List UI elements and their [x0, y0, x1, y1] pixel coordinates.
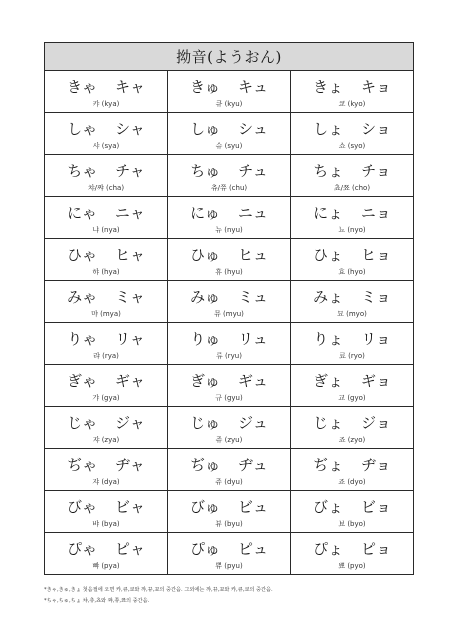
katakana: キャ: [115, 77, 146, 96]
syllable-cell: [168, 113, 291, 155]
kana-pair: [45, 539, 167, 561]
pronunciation: 햐 (hya): [92, 267, 120, 276]
pronunciation: 챠/쨔 (cha): [87, 183, 125, 192]
hiragana: しゅ: [190, 119, 221, 138]
syllable-cell: [291, 71, 414, 113]
syllable-cell: [45, 281, 168, 323]
hiragana: ぴゅ: [189, 539, 220, 558]
hiragana: りゅ: [190, 329, 221, 348]
kana-pair: [168, 413, 290, 435]
pronunciation: 쵸/쬬 (cho): [333, 183, 371, 192]
katakana: ビャ: [115, 497, 146, 516]
syllable-cell: [45, 491, 168, 533]
pronunciation: 슈 (syu): [215, 141, 243, 150]
katakana: ニャ: [114, 203, 145, 222]
table-row: [45, 197, 414, 239]
pronunciation: 냐 (nya): [92, 225, 120, 234]
hiragana: ぢゅ: [190, 455, 221, 474]
syllable-cell: [45, 533, 168, 575]
katakana: ビュ: [238, 497, 269, 516]
hiragana: びゃ: [66, 497, 97, 516]
kana-pair: [291, 371, 413, 393]
chart-body: [45, 71, 414, 575]
syllable-cell: [168, 533, 291, 575]
kana-pair: [291, 329, 413, 351]
pronunciation: 죠 (zyo): [338, 435, 366, 444]
pronunciation: 뉴 (nyu): [215, 225, 243, 234]
pronunciation: 쟈 (zya): [92, 435, 120, 444]
katakana: キュ: [238, 77, 269, 96]
katakana: ジョ: [361, 413, 391, 432]
syllable-cell: [168, 239, 291, 281]
syllable-cell: [168, 71, 291, 113]
kana-pair: [45, 161, 167, 183]
footnote-line: *きゃ,きゅ,きょ 첫음절에 오면 캬,큐,쿄와 꺄,뀨,꾜의 중간음. 그외에는 꺄,뀨,꾜와 캬,큐,쿄의 중간음.: [44, 587, 273, 593]
syllable-cell: [45, 197, 168, 239]
pronunciation: 휴 (hyu): [215, 267, 243, 276]
katakana: ピュ: [238, 539, 269, 558]
katakana: チャ: [115, 161, 145, 180]
syllable-cell: [45, 365, 168, 407]
syllable-cell: [168, 449, 291, 491]
katakana: リャ: [115, 329, 145, 348]
kana-pair: [291, 539, 413, 561]
pronunciation: 쀼 (pyu): [215, 561, 243, 570]
table-row: [45, 239, 414, 281]
pronunciation: 교 (gyo): [338, 393, 366, 402]
kana-pair: [291, 77, 413, 99]
syllable-cell: [168, 365, 291, 407]
kana-pair: [168, 539, 290, 561]
kana-pair: [291, 203, 413, 225]
pronunciation: 뷰 (byu): [215, 519, 243, 528]
pronunciation: 류 (ryu): [216, 351, 242, 360]
pronunciation: 뵤 (byo): [338, 519, 366, 528]
syllable-cell: [291, 449, 414, 491]
katakana: ミャ: [115, 287, 145, 306]
katakana: ピャ: [115, 539, 146, 558]
table-row: [45, 533, 414, 575]
syllable-cell: [45, 323, 168, 365]
katakana: チョ: [361, 161, 391, 180]
table-row: [45, 407, 414, 449]
hiragana: きゃ: [66, 77, 97, 96]
pronunciation: 캬 (kya): [92, 99, 120, 108]
katakana: ヂャ: [115, 455, 145, 474]
kana-pair: [45, 119, 167, 141]
katakana: キョ: [361, 77, 392, 96]
syllable-cell: [291, 281, 414, 323]
kana-pair: [168, 455, 290, 477]
syllable-cell: [45, 407, 168, 449]
katakana: ヂョ: [361, 455, 391, 474]
kana-pair: [45, 203, 167, 225]
pronunciation: 쟈 (dya): [92, 477, 120, 486]
hiragana: ぢょ: [313, 455, 344, 474]
pronunciation: 뇨 (nyo): [338, 225, 366, 234]
hiragana: みゅ: [190, 287, 221, 306]
pronunciation: 쇼 (syo): [338, 141, 366, 150]
kana-pair: [168, 329, 290, 351]
pronunciation: 랴 (rya): [93, 351, 119, 360]
pronunciation: 뮤 (myu): [214, 309, 244, 318]
katakana: ギャ: [115, 371, 146, 390]
kana-pair: [291, 245, 413, 267]
footnotes: [44, 585, 416, 607]
katakana: ギョ: [361, 371, 392, 390]
pronunciation: 묘 (myo): [337, 309, 367, 318]
table-row: [45, 491, 414, 533]
pronunciation: 규 (gyu): [215, 393, 243, 402]
hiragana: りゃ: [67, 329, 98, 348]
kana-pair: [168, 245, 290, 267]
syllable-cell: [291, 533, 414, 575]
kana-pair: [291, 413, 413, 435]
table-row: [45, 365, 414, 407]
hiragana: にゅ: [190, 203, 220, 222]
kana-pair: [291, 455, 413, 477]
hiragana: じゃ: [67, 413, 98, 432]
hiragana: ぎゅ: [189, 371, 220, 390]
table-row: [45, 323, 414, 365]
pronunciation: 효 (hyo): [338, 267, 366, 276]
syllable-cell: [168, 323, 291, 365]
pronunciation: 큐 (kyu): [215, 99, 243, 108]
katakana: ギュ: [238, 371, 269, 390]
syllable-cell: [291, 113, 414, 155]
kana-pair: [45, 77, 167, 99]
syllable-cell: [168, 197, 291, 239]
chart-title: 拗音(ようおん): [45, 43, 414, 71]
hiragana: ひょ: [312, 245, 343, 264]
table-row: [45, 449, 414, 491]
hiragana: にゃ: [67, 203, 97, 222]
footnote-line: *ちゃ,ちゅ,ちょ 챠,츄,쵸와 쨔,쮸,쬬의 중간음.: [44, 598, 150, 604]
hiragana: びょ: [312, 497, 343, 516]
hiragana: ぴょ: [312, 539, 343, 558]
kana-pair: [168, 287, 290, 309]
syllable-cell: [45, 113, 168, 155]
hiragana: ぎょ: [312, 371, 343, 390]
hiragana: ちょ: [313, 161, 344, 180]
kana-pair: [291, 161, 413, 183]
syllable-cell: [45, 155, 168, 197]
katakana: リュ: [238, 329, 268, 348]
syllable-cell: [291, 365, 414, 407]
hiragana: しゃ: [67, 119, 98, 138]
katakana: ショ: [361, 119, 391, 138]
pronunciation: 뺘 (pya): [92, 561, 120, 570]
pronunciation: 료 (ryo): [339, 351, 365, 360]
hiragana: じょ: [313, 413, 344, 432]
syllable-cell: [168, 407, 291, 449]
hiragana: しょ: [313, 119, 344, 138]
kana-pair: [45, 371, 167, 393]
kana-pair: [291, 287, 413, 309]
kana-pair: [45, 497, 167, 519]
kana-pair: [291, 119, 413, 141]
kana-pair: [45, 287, 167, 309]
hiragana: ぢゃ: [67, 455, 98, 474]
syllable-cell: [291, 407, 414, 449]
pronunciation: 쥬 (zyu): [215, 435, 243, 444]
syllable-cell: [45, 449, 168, 491]
table-row: [45, 281, 414, 323]
katakana: ジュ: [238, 413, 268, 432]
syllable-cell: [168, 491, 291, 533]
pronunciation: 뾰 (pyo): [338, 561, 366, 570]
hiragana: ぴゃ: [66, 539, 97, 558]
syllable-cell: [291, 197, 414, 239]
katakana: ヒャ: [115, 245, 146, 264]
kana-pair: [168, 77, 290, 99]
pronunciation: 뱌 (bya): [92, 519, 120, 528]
katakana: ヒョ: [361, 245, 392, 264]
katakana: シュ: [238, 119, 268, 138]
hiragana: ちゅ: [190, 161, 221, 180]
hiragana: きょ: [312, 77, 343, 96]
katakana: ビョ: [361, 497, 392, 516]
hiragana: りょ: [313, 329, 344, 348]
hiragana: びゅ: [189, 497, 220, 516]
table-row: [45, 113, 414, 155]
kana-pair: [45, 329, 167, 351]
syllable-cell: [291, 491, 414, 533]
kana-pair: [45, 413, 167, 435]
katakana: シャ: [115, 119, 145, 138]
syllable-cell: [168, 281, 291, 323]
kana-pair: [168, 497, 290, 519]
pronunciation: 쿄 (kyo): [338, 99, 366, 108]
pronunciation: 갸 (gya): [92, 393, 120, 402]
pronunciation: 츄/쮸 (chu): [210, 183, 248, 192]
hiragana: ちゃ: [67, 161, 98, 180]
katakana: ニョ: [360, 203, 391, 222]
pronunciation: 죠 (dyo): [338, 477, 366, 486]
kana-pair: [45, 245, 167, 267]
katakana: ピョ: [361, 539, 392, 558]
syllable-cell: [168, 155, 291, 197]
kana-pair: [168, 119, 290, 141]
hiragana: じゅ: [190, 413, 221, 432]
kana-pair: [45, 455, 167, 477]
pronunciation: 먀 (mya): [91, 309, 121, 318]
hiragana: ひゃ: [66, 245, 97, 264]
hiragana: きゅ: [189, 77, 220, 96]
hiragana: みゃ: [67, 287, 98, 306]
katakana: リョ: [361, 329, 391, 348]
katakana: ジャ: [115, 413, 145, 432]
youon-chart: [44, 42, 414, 575]
katakana: チュ: [238, 161, 268, 180]
kana-pair: [291, 497, 413, 519]
katakana: ヂュ: [238, 455, 268, 474]
table-row: [45, 71, 414, 113]
hiragana: ひゅ: [189, 245, 220, 264]
pronunciation: 쥬 (dyu): [215, 477, 243, 486]
katakana: ヒュ: [238, 245, 269, 264]
syllable-cell: [45, 71, 168, 113]
pronunciation: 샤 (sya): [92, 141, 120, 150]
syllable-cell: [291, 323, 414, 365]
hiragana: ぎゃ: [66, 371, 97, 390]
syllable-cell: [291, 239, 414, 281]
syllable-cell: [291, 155, 414, 197]
table-row: [45, 155, 414, 197]
kana-pair: [168, 371, 290, 393]
kana-pair: [168, 161, 290, 183]
katakana: ミュ: [238, 287, 268, 306]
hiragana: にょ: [313, 203, 343, 222]
syllable-cell: [45, 239, 168, 281]
hiragana: みょ: [313, 287, 344, 306]
kana-pair: [168, 203, 290, 225]
katakana: ミョ: [361, 287, 391, 306]
katakana: ニュ: [237, 203, 268, 222]
